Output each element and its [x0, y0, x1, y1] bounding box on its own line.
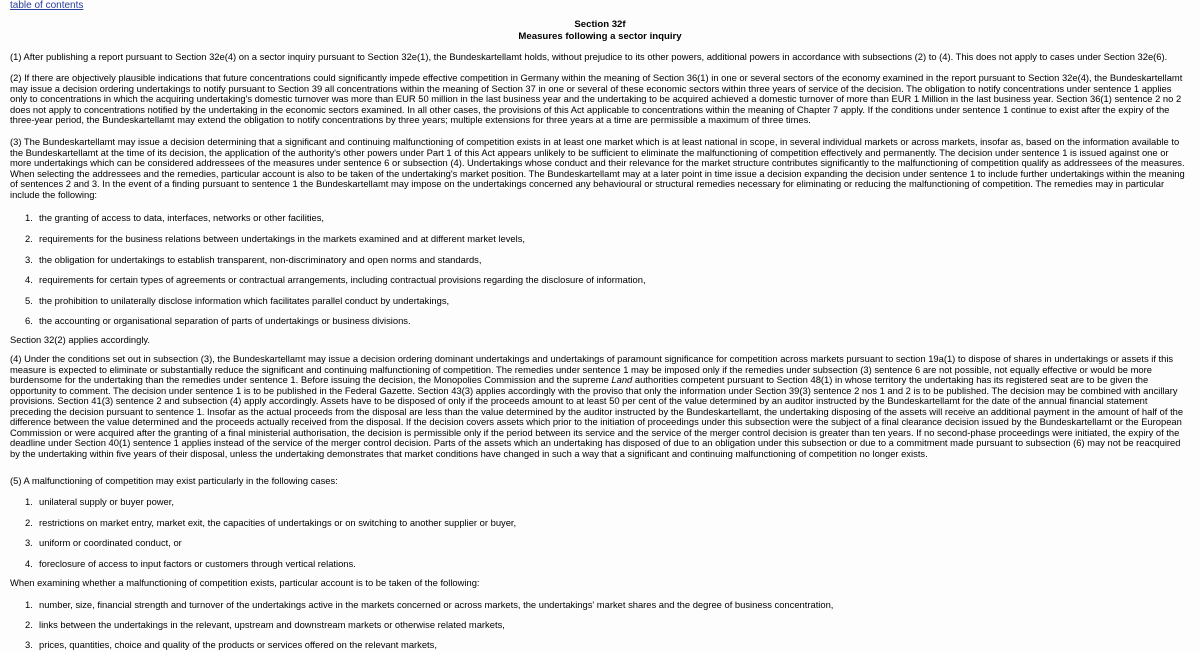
paragraph-5: (5) A malfunctioning of competition may exist particularly in the following cases: [10, 475, 338, 486]
list-item: 3. uniform or coordinated conduct, or [25, 537, 182, 548]
paragraph-5-tail: When examining whether a malfunctioning of competition exists, particular account is to be taken of the following: [10, 577, 480, 588]
paragraph-1: (1) After publishing a report pursuant to Section 32e(4) on a sector inquiry pursuant to Section 32e(1), the Bundeskartellamt holds, without prejudice to its other powers, additional powers in accordance with subsections (2) to (4). This does not apply to cases under Section 32e(6). [10, 51, 1168, 62]
section-number: Section 32f [574, 19, 626, 30]
list-item: 4. requirements for certain types of agreements or contractual arrangements, including contractual provisions regarding the disclosure of information, [25, 274, 646, 285]
list-item: 2. requirements for the business relations between undertakings in the markets examined and at different market levels, [25, 233, 526, 244]
list-item: 1. number, size, financial strength and turnover of the undertakings active in the markets concerned or across markets, the undertakings' market shares and the degree of business concentration, [25, 599, 834, 610]
paragraph-4: (4) Under the conditions set out in subsection (3), the Bundeskartellamt may issue a decision ordering dominant undertakings and undertakings of paramount significance for competition across markets pursuant to section 19a(1) to dispose of shares in undertakings or assets if this measure is expected to eliminate or substantially reduce the significant and continuing malfunctioning of competition. The remedies under sentence 1 may be imposed only if the remedies under subsection (3) sentence 6 are not possible, not equally effective or would be more burdensome for the undertaking than the remedies under sentence 1. Before issuing the decision, the Monopolies Commission and the supreme Land authorities competent pursuant to Section 48(1) in whose territory the undertaking has its registered seat are to be given the opportunity to comment. The decision under sentence 1 is to be published in the Federal Gazette. Section 43(3) applies accordingly with the proviso that only the information under Section 39(3) sentence 2 nos 1 and 2 is to be published. The decision may be combined with ancillary provisions. Section 41(3) sentence 2 and subsection (4) apply accordingly. Assets have to be disposed of only if the proceeds amount to at least 50 per cent of the value determined by an auditor instructed by the Bundeskartellamt for the date of the annual financial statement preceding the decision pursuant to sentence 1. Insofar as the actual proceeds from the disposal are less than the value determined by the auditor instructed by the Bundeskartellamt, the undertaking disposing of the assets will receive an additional payment in the amount of half of the difference between the value determined and the proceeds actually received from the disposal. If the decision covers assets which prior to the initiation of proceedings under this subsection were the subject of a final clearance decision issued by the Bundeskartellamt or the European Commission or were acquired after the granting of a final ministerial authorisation, the decision is permissible only if the period between its service and the service of the merger control decision is greater than ten years. If no second-phase proceedings were initiated, the expiry of the deadline under Section 40(1) sentence 1 applies instead of the service of the merger control decision. Parts of the assets which an undertaking has disposed of due to an obligation under this subsection or due to a commitment made pursuant to subsection (6) may not be reacquired by the undertaking within five years of their disposal, unless the undertaking demonstrates that market conditions have changed in such a way that a significant and continuing malfunctioning of competition no longer exists. [10, 353, 1184, 459]
list-item: 3. the obligation for undertakings to establish transparent, non-discriminatory and open norms and standards, [25, 254, 482, 265]
table-of-contents-link[interactable]: table of contents [10, 0, 84, 11]
paragraph-3-tail: Section 32(2) applies accordingly. [10, 334, 151, 345]
list-item: 6. the accounting or organisational separation of parts of undertakings or business divisions. [25, 315, 411, 326]
list-item: 2. restrictions on market entry, market exit, the capacities of undertakings or on switching to another supplier or buyer, [25, 517, 517, 528]
paragraph-2: (2) If there are objectively plausible indications that future concentrations could significantly impede effective competition in Germany within the meaning of Section 36(1) in one or several sectors of the economy examined in the report pursuant to Section 32e(4), the Bundeskartellamt may issue a decision ordering undertakings to notify pursuant to Section 39 all concentrations within the meaning of Section 37 in one or several of these economic sectors within three years of service of the decision. The obligation to notify concentrations under sentence 1 applies only to concentrations in which the acquiring undertaking's domestic turnover was more than EUR 50 million in the last business year and the undertaking to be acquired achieved a domestic turnover of more than EUR 1 Million in the last business year. Section 36(1) sentence 2 no 2 does not apply to concentrations notified by the undertaking in the economic sectors examined. In all other cases, the provisions of this Act applicable to concentrations within the meaning of Chapter 7 apply. If the conditions under sentence 1 continue to exist after the expiry of the three-year period, the Bundeskartellamt may extend the obligation to notify concentrations by three years; multiple extensions for three years at a time are permissible a maximum of three times. [10, 72, 1183, 125]
list-item: 1. the granting of access to data, interfaces, networks or other facilities, [25, 212, 325, 223]
paragraph-3: (3) The Bundeskartellamt may issue a decision determining that a significant and continuing malfunctioning of competition exists in at least one market which is at least national in scope, in several individual markets or across markets, insofar as, based on the information available to the Bundeskartellamt at the time of its decision, the application of the authority's other powers under Part 1 of this Act appears unlikely to be sufficient to eliminate the malfunctioning of competition effectively and permanently. The decision under sentence 1 is issued against one or more undertakings which can be considered addressees of the measures under sentence 6 or subsection (4). Undertakings whose conduct and their relevance for the market structure contributes significantly to the malfunctioning of competition qualify as addressees of the measures. When selecting the addressees and the remedies, particular account is also to be taken of the undertaking's market position. The Bundeskartellamt may at a later point in time issue a decision expanding the decision under sentence 1 to include further undertakings within the meaning of sentences 2 and 3. In the event of a finding pursuant to sentence 1 the Bundeskartellamt may impose on the undertakings concerned any behavioural or structural remedies necessary for eliminating or reducing the malfunctioning of competition. The remedies may in particular include the following: [10, 136, 1185, 200]
list-item: 1. unilateral supply or buyer power, [25, 496, 174, 507]
list-item: 4. foreclosure of access to input factors or customers through vertical relations. [25, 558, 356, 569]
list-item: 2. links between the undertakings in the relevant, upstream and downstream markets or otherwise related markets, [25, 619, 505, 630]
list-item: 3. prices, quantities, choice and quality of the products or services offered on the relevant markets, [25, 639, 437, 650]
list-item: 5. the prohibition to unilaterally disclose information which facilitates parallel conduct by undertakings, [25, 295, 450, 306]
section-title: Measures following a sector inquiry [518, 31, 682, 42]
